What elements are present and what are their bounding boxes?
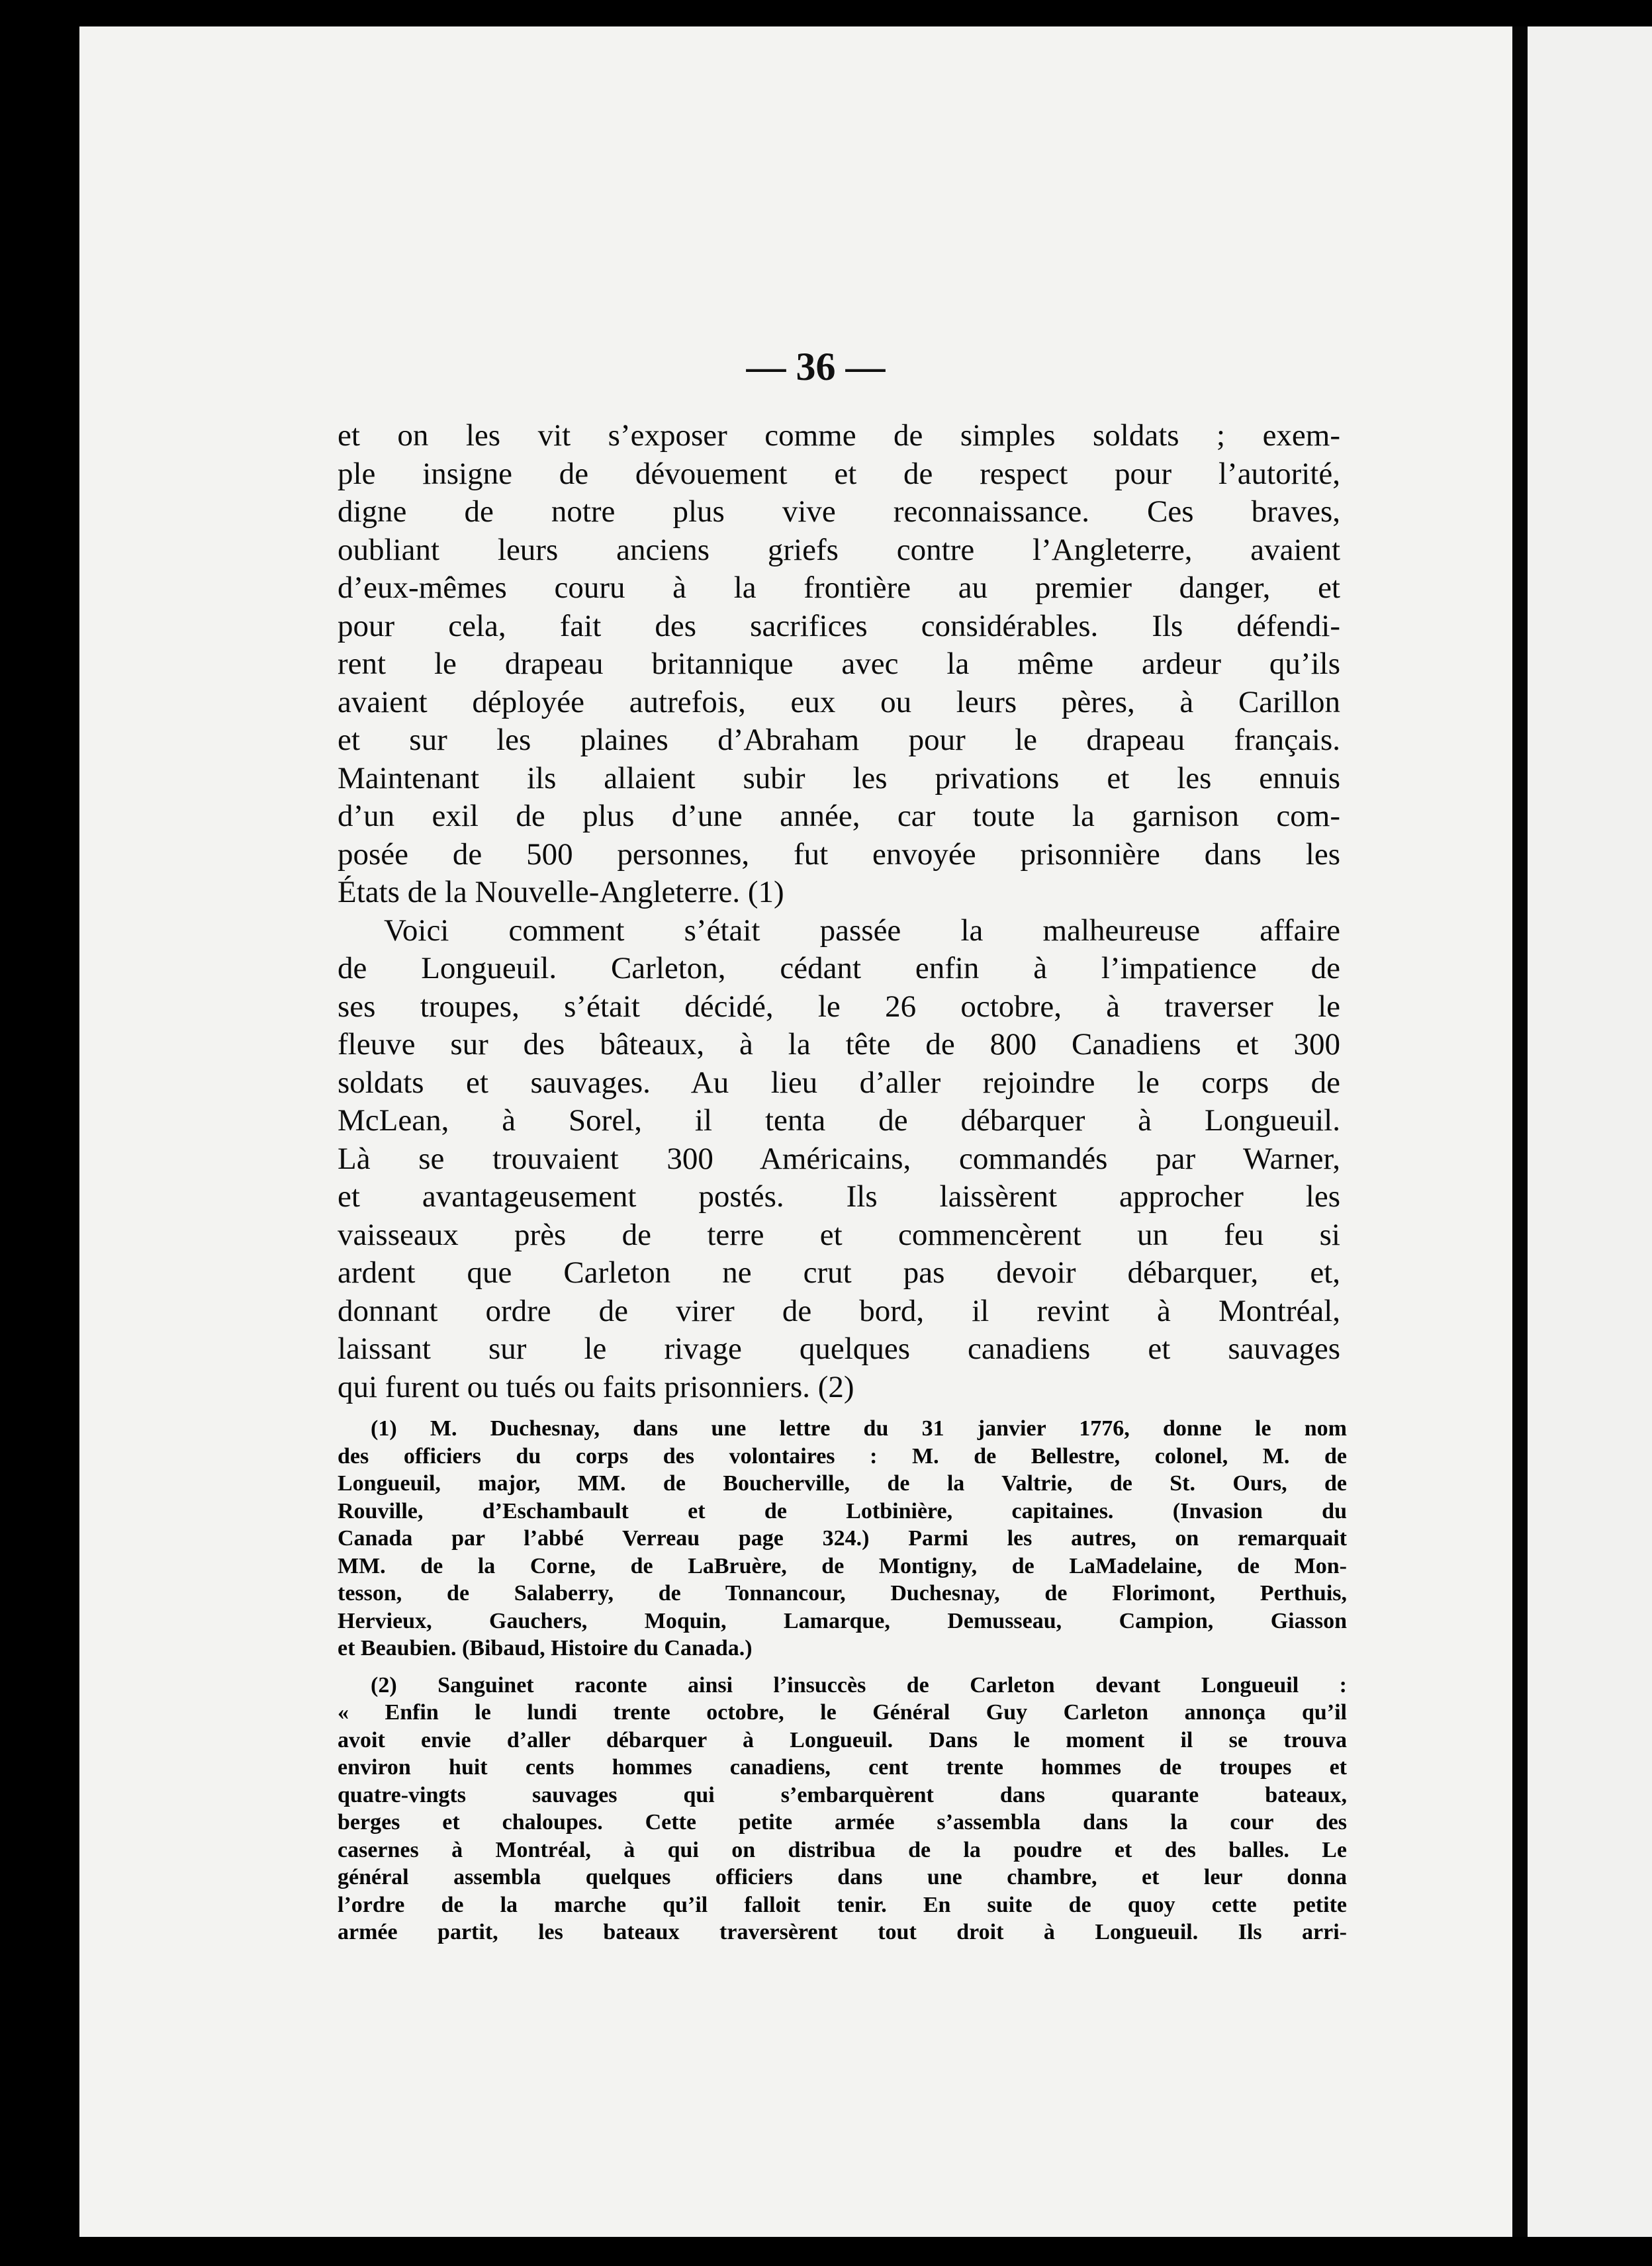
footnote-line: « Enfin le lundi trente octobre, le Général Guy Carleton annonça qu’il [338, 1700, 1347, 1725]
footnotes [338, 1415, 1347, 1946]
footnote-line: général assembla quelques officiers dans une chambre, et leur donna [338, 1865, 1347, 1889]
footnote-line: armée partit, les bateaux traversèrent tout droit à Longueuil. Ils arri- [338, 1920, 1347, 1944]
body-line: ple insigne de dévouement et de respect pour l’autorité, [338, 456, 1340, 491]
footnote-2 [338, 1672, 1347, 1946]
footnote-line: Canada par l’abbé Verreau page 324.) Parmi les autres, on remarquait [338, 1526, 1347, 1551]
footnote-line: casernes à Montréal, à qui on distribua de la poudre et des balles. Le [338, 1837, 1347, 1862]
body-line: et avantageusement postés. Ils laissèrent approcher les [338, 1179, 1340, 1214]
body-line: digne de notre plus vive reconnaissance. Ces braves, [338, 494, 1340, 529]
body-line: oubliant leurs anciens griefs contre l’Angleterre, avaient [338, 532, 1340, 567]
footnote-line: (1) M. Duchesnay, dans une lettre du 31 janvier 1776, donne le nom [371, 1416, 1347, 1441]
body-line: rent le drapeau britannique avec la même ardeur qu’ils [338, 647, 1340, 681]
footnote-1 [338, 1415, 1347, 1662]
footnote-line: (2) Sanguinet raconte ainsi l’insuccès de Carleton devant Longueuil : [371, 1672, 1347, 1698]
body-line: posée de 500 personnes, fut envoyée prisonnière dans les [338, 837, 1340, 872]
body-line: d’un exil de plus d’une année, car toute la garnison com- [338, 799, 1340, 833]
footnote-line: Hervieux, Gauchers, Moquin, Lamarque, Demusseau, Campion, Giasson [338, 1608, 1347, 1633]
footnote-line: MM. de la Corne, de LaBruère, de Montigny, de LaMadelaine, de Mon- [338, 1553, 1347, 1578]
body-line: de Longueuil. Carleton, cédant enfin à l’impatience de [338, 951, 1340, 985]
footnote-line: des officiers du corps des volontaires : M. de Bellestre, colonel, M. de [338, 1443, 1347, 1469]
body-line: pour cela, fait des sacrifices considérables. Ils défendi- [338, 608, 1340, 643]
footnote-line: et Beaubien. (Bibaud, Histoire du Canada.) [338, 1636, 753, 1660]
body-line: et on les vit s’exposer comme de simples soldats ; exem- [338, 418, 1340, 453]
body-line: Maintenant ils allaient subir les privations et les ennuis [338, 760, 1340, 795]
footnote-line: avoit envie d’aller débarquer à Longueuil. Dans le moment il se trouva [338, 1727, 1347, 1752]
body-line: avaient déployée autrefois, eux ou leurs pères, à Carillon [338, 684, 1340, 719]
body-line: qui furent ou tués ou faits prisonniers. (2) [338, 1369, 854, 1404]
body-line: laissant sur le rivage quelques canadiens et sauvages [338, 1332, 1340, 1366]
footnote-line: quatre-vingts sauvages qui s’embarquèrent dans quarante bateaux, [338, 1782, 1347, 1807]
body-line: États de la Nouvelle-Angleterre. (1) [338, 875, 784, 909]
body-line: fleuve sur des bâteaux, à la tête de 800 Canadiens et 300 [338, 1027, 1340, 1062]
body-line: vaisseaux près de terre et commencèrent un feu si [338, 1217, 1340, 1252]
footnote-spacer [338, 1662, 1347, 1672]
footnote-line: environ huit cents hommes canadiens, cent trente hommes de troupes et [338, 1755, 1347, 1780]
page-number: — 36 — [746, 345, 886, 388]
footnote-line: Rouville, d’Eschambault et de Lotbinière, capitaines. (Invasion du [338, 1498, 1347, 1523]
footnote-line: Longueuil, major, MM. de Boucherville, de la Valtrie, de St. Ours, de [338, 1471, 1347, 1496]
footnote-line: tesson, de Salaberry, de Tonnancour, Duchesnay, de Florimont, Perthuis, [338, 1581, 1347, 1606]
body-line: donnant ordre de virer de bord, il revint à Montréal, [338, 1293, 1340, 1328]
body-line: ardent que Carleton ne crut pas devoir débarquer, et, [338, 1255, 1340, 1290]
body-line: McLean, à Sorel, il tenta de débarquer à Longueuil. [338, 1103, 1340, 1138]
body-line: ses troupes, s’était décidé, le 26 octobre, à traverser le [338, 989, 1340, 1024]
footnote-line: berges et chaloupes. Cette petite armée s’assembla dans la cour des [338, 1810, 1347, 1835]
body-line: Voici comment s’était passée la malheureuse affaire [384, 913, 1340, 948]
body-line: et sur les plaines d’Abraham pour le drapeau français. [338, 723, 1340, 757]
body-line: soldats et sauvages. Au lieu d’aller rejoindre le corps de [338, 1065, 1340, 1100]
footnote-line: l’ordre de la marche qu’il falloit tenir. En suite de quoy cette petite [338, 1892, 1347, 1917]
body-line: Là se trouvaient 300 Américains, commandés par Warner, [338, 1141, 1340, 1176]
right-page-edge [1528, 26, 1652, 2237]
body-text [338, 417, 1340, 1406]
body-line: d’eux-mêmes couru à la frontière au premier danger, et [338, 570, 1340, 605]
left-page [79, 26, 1512, 2237]
book-gutter [1512, 26, 1528, 2237]
